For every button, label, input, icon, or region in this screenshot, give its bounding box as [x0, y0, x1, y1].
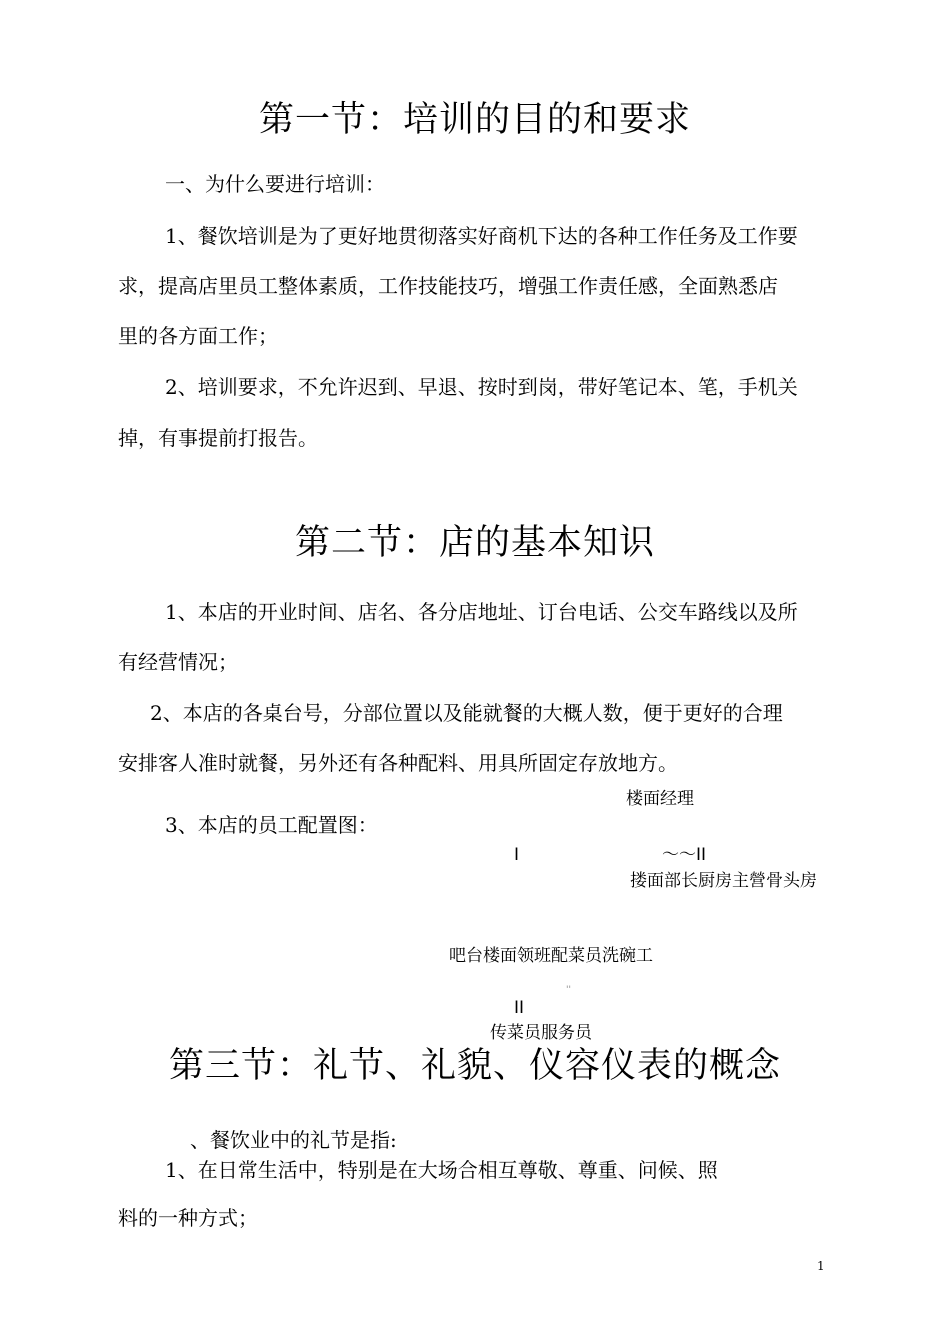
- page-number: 1: [817, 1259, 825, 1273]
- org-chart-tick: '': [566, 985, 571, 995]
- section3-heading: 第三节：礼节、礼貌、仪容仪表的概念: [168, 1046, 781, 1086]
- org-chart-level3: 吧台楼面领班配菜员洗碗工: [449, 946, 653, 966]
- section1-para2-line2: 掉，有事提前打报告。: [118, 426, 318, 450]
- section2-para2-line1: 2、本店的各桌台号，分部位置以及能就餐的大概人数，便于更好的合理: [150, 701, 783, 725]
- section1-subheading: 一、为什么要进行培训：: [165, 172, 385, 196]
- section2-para3: 3、本店的员工配置图：: [165, 813, 378, 837]
- section2-para2-line2: 安排客人准时就餐，另外还有各种配料、用具所固定存放地方。: [118, 751, 678, 775]
- section1-heading: 第一节：培训的目的和要求: [258, 100, 691, 140]
- org-chart-level2: 搂面部长厨房主營骨头房: [630, 871, 817, 891]
- org-chart-top-node: 楼面经理: [626, 789, 694, 809]
- section1-para2-line1: 2、培训要求，不允许迟到、早退、按时到岗，带好笔记本、笔，手机关: [165, 375, 798, 399]
- section3-para1-line1: 1、在日常生活中，特别是在大场合相互尊敬、尊重、问候、照: [165, 1158, 718, 1182]
- section1-para1-line1: 1、餐饮培训是为了更好地贯彻落实好商机下达的各种工作任务及工作要: [165, 224, 798, 248]
- org-chart-connector-left: I: [514, 845, 520, 865]
- org-chart-level4: 传菜员服务员: [490, 1023, 592, 1043]
- section1-para1-line3: 里的各方面工作；: [118, 324, 278, 348]
- section1-para1-line2: 求，提高店里员工整体素质，工作技能技巧，增强工作责任感，全面熟悉店: [118, 274, 778, 298]
- section2-para1-line2: 有经营情况；: [118, 650, 238, 674]
- org-chart-connector-bottom: II: [514, 998, 525, 1018]
- section3-para1-line2: 料的一种方式；: [118, 1206, 258, 1230]
- section2-heading: 第二节：店的基本知识: [294, 523, 655, 563]
- section3-subheading: 、餐饮业中的礼节是指:: [190, 1128, 397, 1152]
- org-chart-connector-right: ～～II: [662, 845, 707, 865]
- section2-para1-line1: 1、本店的开业时间、店名、各分店地址、订台电话、公交车路线以及所: [165, 600, 798, 624]
